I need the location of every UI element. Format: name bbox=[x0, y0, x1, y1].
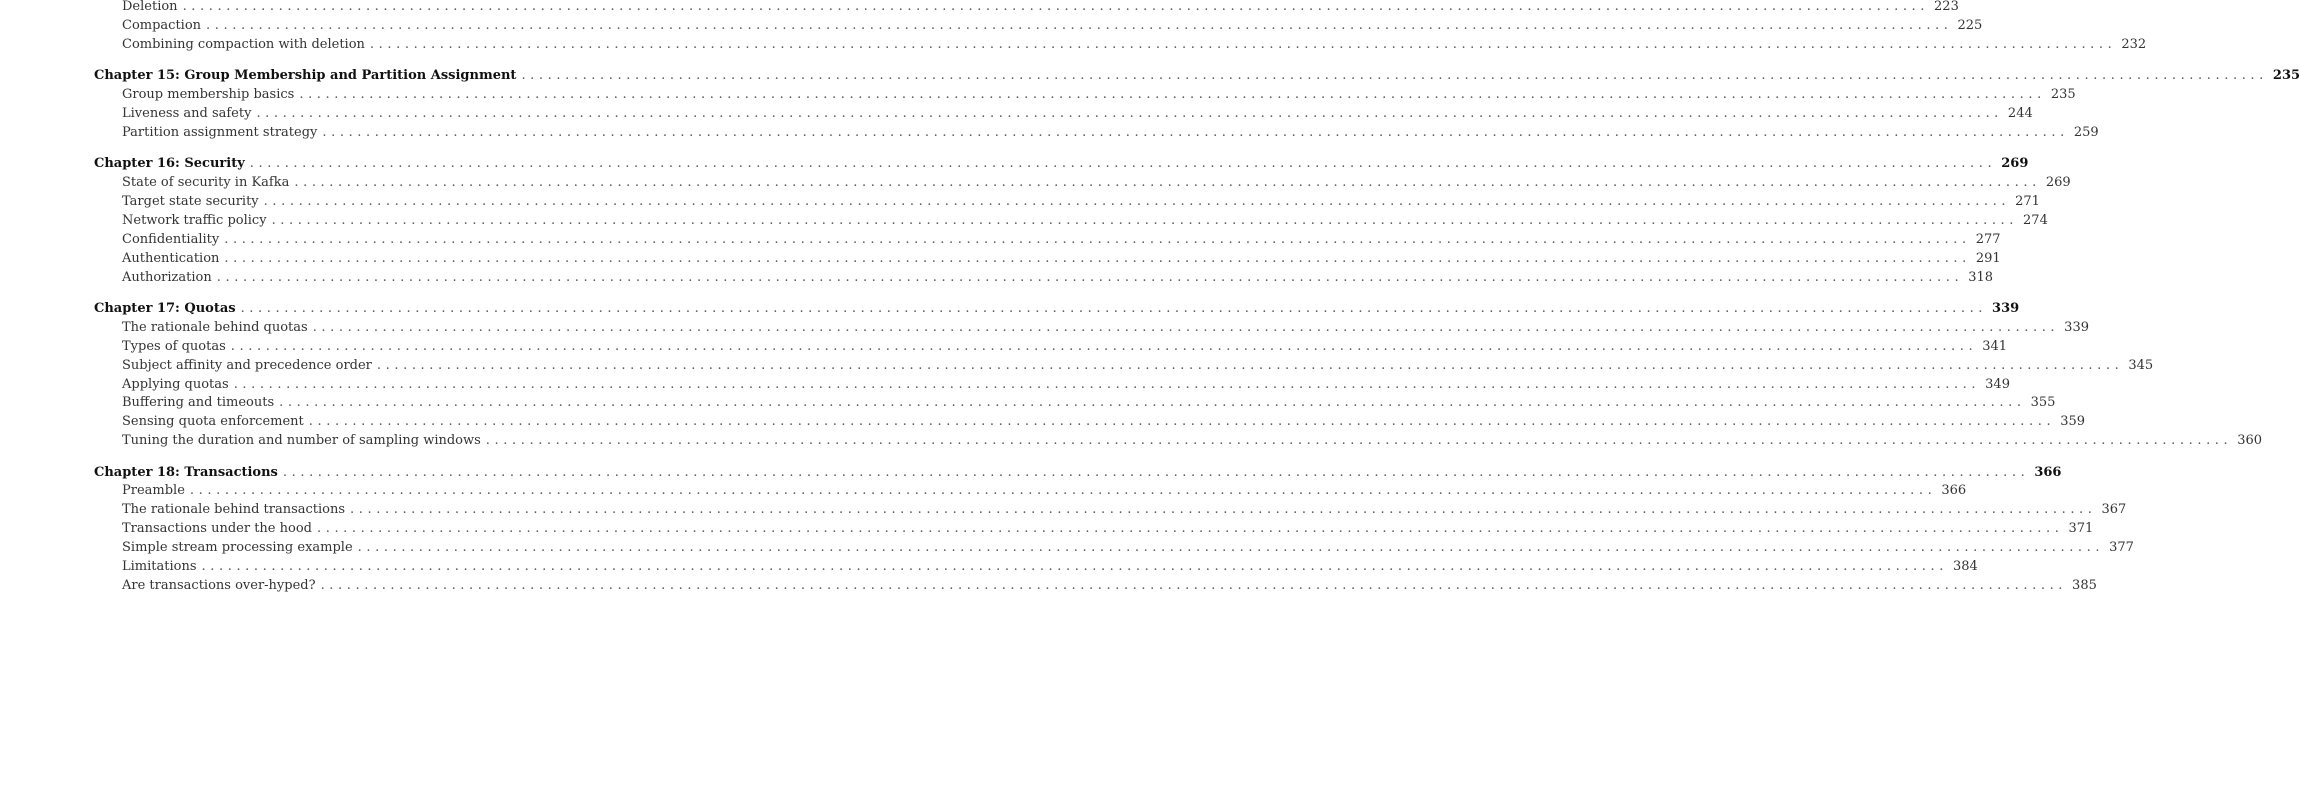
page-number: 349 bbox=[1985, 376, 2010, 392]
dot-leader: ........................................................................................................................................................................................................ bbox=[279, 395, 2026, 411]
section-title: Sensing quota enforcement bbox=[122, 414, 304, 430]
chapter-entry bbox=[94, 300, 2020, 319]
dot-leader: ........................................................................................................................................................................................................ bbox=[224, 231, 1971, 247]
dot-leader: ........................................................................................................................................................................................................ bbox=[233, 376, 1981, 392]
chapter-title: Chapter 15: Group Membership and Partition Assignment bbox=[94, 68, 517, 84]
dot-leader: ........................................................................................................................................................................................................ bbox=[189, 483, 1937, 499]
section-entry bbox=[94, 558, 1978, 577]
page-number: 244 bbox=[2007, 105, 2033, 121]
page-number: 271 bbox=[2015, 194, 2040, 210]
section-title: Limitations bbox=[122, 559, 197, 575]
section-entry bbox=[94, 36, 2147, 55]
section-entry bbox=[94, 539, 2134, 558]
section-entry bbox=[94, 124, 2099, 143]
page-number: 269 bbox=[2001, 156, 2029, 172]
section-entry bbox=[94, 319, 2089, 338]
page-number: 291 bbox=[1975, 250, 2001, 266]
dot-leader: ........................................................................................................................................................................................................ bbox=[263, 194, 2011, 210]
page-number: 341 bbox=[1982, 338, 2008, 354]
section-title: Authentication bbox=[122, 250, 220, 266]
page-number: 384 bbox=[1952, 559, 1978, 575]
page-number: 360 bbox=[2237, 433, 2263, 449]
page-number: 339 bbox=[1992, 300, 2020, 316]
page-number: 367 bbox=[2101, 502, 2127, 518]
dot-leader: ........................................................................................................................................................................................................ bbox=[376, 357, 2124, 373]
page-number: 274 bbox=[2023, 212, 2048, 228]
section-title: The rationale behind quotas bbox=[122, 319, 308, 335]
section-entry bbox=[94, 577, 2097, 596]
section-title: Are transactions over-hyped? bbox=[122, 577, 316, 593]
section-title: Preamble bbox=[122, 483, 185, 499]
section-entry bbox=[94, 0, 1959, 17]
dot-leader: ........................................................................................................................................................................................................ bbox=[316, 521, 2064, 537]
dot-leader: ........................................................................................................................................................................................................ bbox=[206, 17, 1953, 33]
section-entry bbox=[94, 413, 2086, 432]
section-title: Tuning the duration and number of sampling windows bbox=[122, 433, 481, 449]
dot-leader: ........................................................................................................................................................................................................ bbox=[350, 502, 2097, 518]
dot-leader: ........................................................................................................................................................................................................ bbox=[308, 414, 2056, 430]
section-entry bbox=[94, 269, 1994, 288]
section-title: Confidentiality bbox=[122, 231, 220, 247]
chapter-entry bbox=[94, 67, 2300, 86]
page-number: 366 bbox=[2034, 464, 2062, 480]
page-number: 277 bbox=[1975, 231, 2001, 247]
page-number: 355 bbox=[2030, 395, 2056, 411]
dot-leader: ........................................................................................................................................................................................................ bbox=[294, 175, 2041, 191]
page-number: 225 bbox=[1957, 17, 1983, 33]
section-entry bbox=[94, 357, 2154, 376]
page-number: 235 bbox=[2050, 87, 2076, 103]
section-entry bbox=[94, 231, 2001, 250]
section-entry bbox=[94, 174, 2071, 193]
section-title: Simple stream processing example bbox=[122, 540, 353, 556]
section-entry bbox=[94, 250, 2001, 269]
section-title: Types of quotas bbox=[122, 338, 226, 354]
dot-leader: ........................................................................................................................................................................................................ bbox=[230, 338, 1978, 354]
dot-leader: ........................................................................................................................................................................................................ bbox=[369, 36, 2117, 52]
page-number: 235 bbox=[2272, 68, 2300, 84]
dot-leader: ........................................................................................................................................................................................................ bbox=[182, 0, 1930, 14]
section-title: Combining compaction with deletion bbox=[122, 36, 365, 52]
chapter-title: Chapter 16: Security bbox=[94, 156, 245, 172]
page-number: 359 bbox=[2060, 414, 2086, 430]
dot-leader: ........................................................................................................................................................................................................ bbox=[249, 156, 1997, 172]
section-title: Deletion bbox=[122, 0, 178, 14]
dot-leader: ........................................................................................................................................................................................................ bbox=[320, 577, 2068, 593]
section-entry bbox=[94, 394, 2056, 413]
page-number: 259 bbox=[2073, 124, 2099, 140]
page-number: 371 bbox=[2068, 521, 2094, 537]
page-number: 385 bbox=[2072, 577, 2097, 593]
page-number: 232 bbox=[2121, 36, 2147, 52]
section-title: Subject affinity and precedence order bbox=[122, 357, 372, 373]
section-title: Applying quotas bbox=[122, 376, 229, 392]
chapter-entry bbox=[94, 155, 2029, 174]
dot-leader: ........................................................................................................................................................................................................ bbox=[271, 212, 2019, 228]
section-entry bbox=[94, 193, 2040, 212]
dot-leader: ........................................................................................................................................................................................................ bbox=[224, 250, 1971, 266]
section-title: Authorization bbox=[122, 269, 212, 285]
section-entry bbox=[94, 86, 2076, 105]
section-entry bbox=[94, 105, 2033, 124]
section-entry bbox=[94, 376, 2010, 395]
section-title: Liveness and safety bbox=[122, 105, 252, 121]
page-number: 223 bbox=[1934, 0, 1959, 14]
dot-leader: ........................................................................................................................................................................................................ bbox=[201, 559, 1948, 575]
chapter-title: Chapter 17: Quotas bbox=[94, 300, 236, 316]
page-number: 339 bbox=[2064, 319, 2089, 335]
dot-leader: ........................................................................................................................................................................................................ bbox=[485, 433, 2233, 449]
section-title: State of security in Kafka bbox=[122, 175, 290, 191]
section-entry bbox=[94, 520, 2094, 539]
page-number: 345 bbox=[2128, 357, 2154, 373]
page-number: 318 bbox=[1968, 269, 1994, 285]
section-title: Partition assignment strategy bbox=[122, 124, 318, 140]
dot-leader: ........................................................................................................................................................................................................ bbox=[299, 87, 2046, 103]
page-number: 366 bbox=[1941, 483, 1967, 499]
section-entry bbox=[94, 212, 2048, 231]
section-title: Group membership basics bbox=[122, 87, 295, 103]
dot-leader: ........................................................................................................................................................................................................ bbox=[322, 124, 2069, 140]
table-of-contents bbox=[94, 0, 2300, 596]
section-entry bbox=[94, 432, 2263, 451]
section-entry bbox=[94, 338, 2008, 357]
page-number: 377 bbox=[2109, 540, 2134, 556]
section-entry bbox=[94, 482, 1967, 501]
dot-leader: ........................................................................................................................................................................................................ bbox=[216, 269, 1964, 285]
dot-leader: ........................................................................................................................................................................................................ bbox=[357, 540, 2105, 556]
section-entry bbox=[94, 17, 1983, 36]
dot-leader: ........................................................................................................................................................................................................ bbox=[282, 464, 2030, 480]
section-title: Transactions under the hood bbox=[122, 521, 312, 537]
dot-leader: ........................................................................................................................................................................................................ bbox=[312, 319, 2060, 335]
section-title: Compaction bbox=[122, 17, 202, 33]
section-title: Network traffic policy bbox=[122, 212, 267, 228]
page-number: 269 bbox=[2045, 175, 2071, 191]
section-title: The rationale behind transactions bbox=[122, 502, 346, 518]
section-entry bbox=[94, 501, 2127, 520]
chapter-entry bbox=[94, 464, 2062, 483]
dot-leader: ........................................................................................................................................................................................................ bbox=[521, 68, 2268, 84]
chapter-title: Chapter 18: Transactions bbox=[94, 464, 278, 480]
section-title: Target state security bbox=[122, 194, 259, 210]
dot-leader: ........................................................................................................................................................................................................ bbox=[256, 105, 2003, 121]
section-title: Buffering and timeouts bbox=[122, 395, 275, 411]
dot-leader: ........................................................................................................................................................................................................ bbox=[240, 300, 1988, 316]
